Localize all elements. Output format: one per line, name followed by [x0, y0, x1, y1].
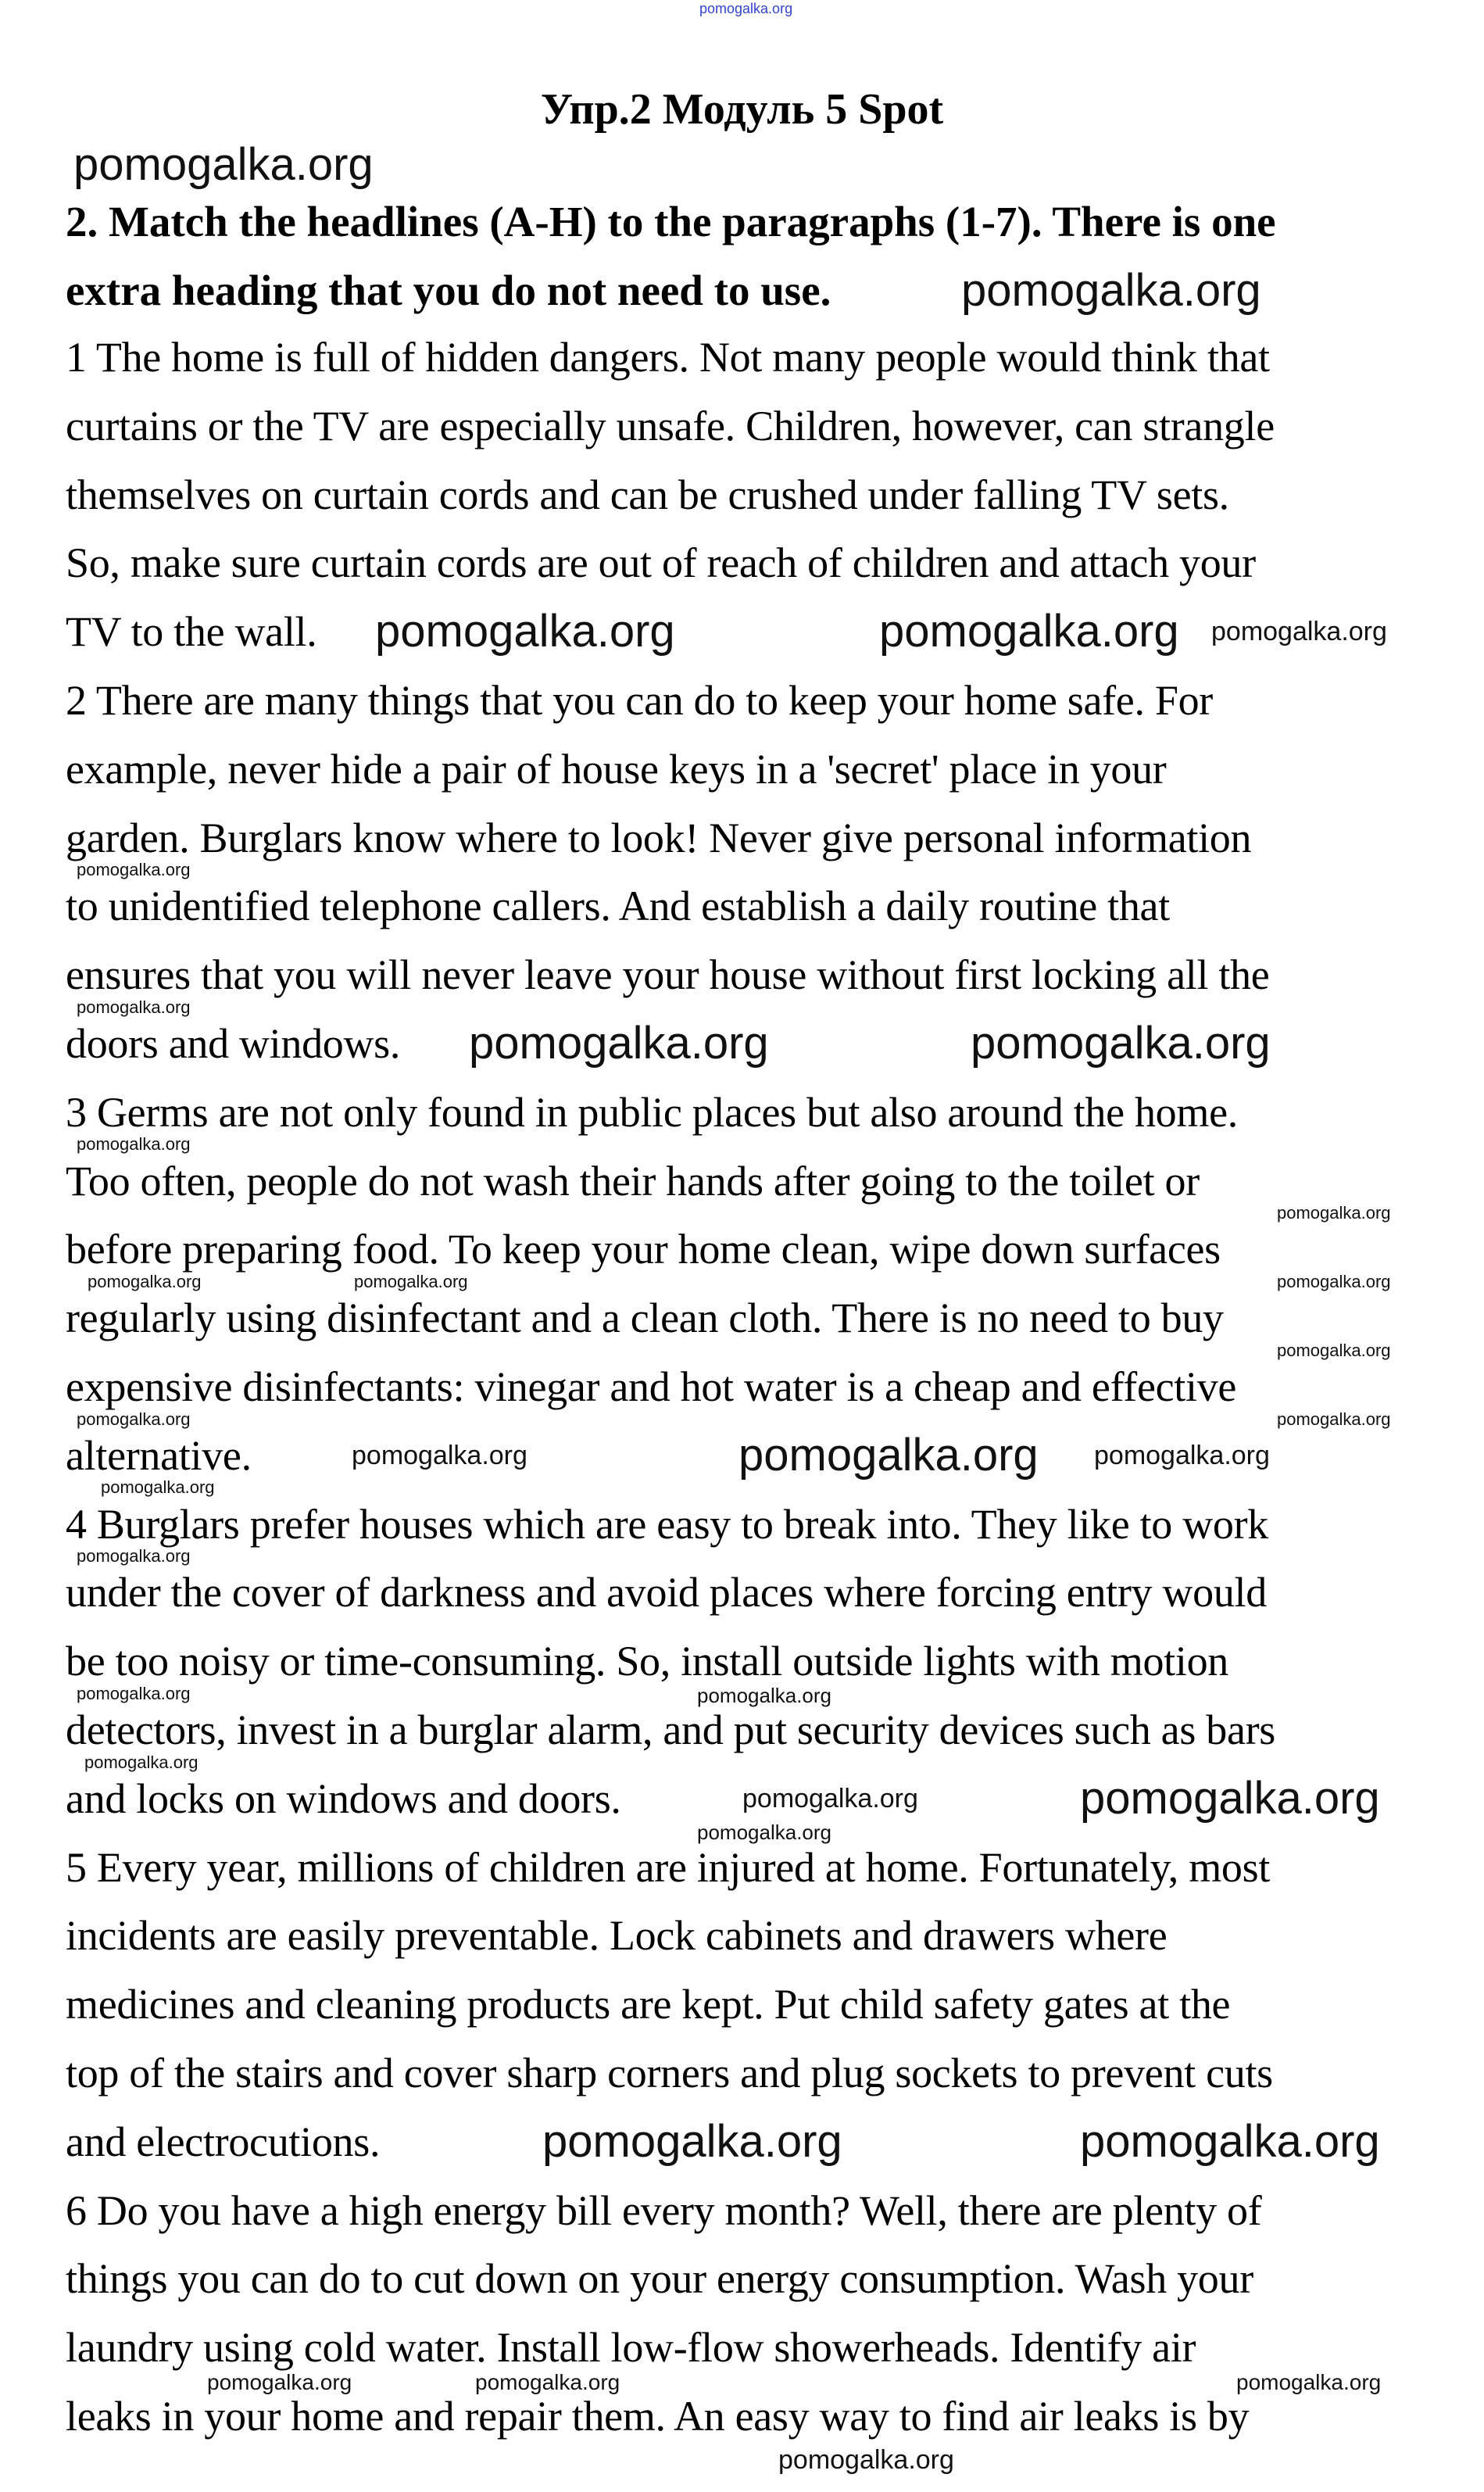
body-line: things you can do to cut down on your energy consumption. Wash your: [66, 2255, 1253, 2303]
body-line: TV to the wall.: [66, 608, 317, 656]
body-line: and locks on windows and doors.: [66, 1774, 621, 1822]
body-line: leaks in your home and repair them. An easy way to find air leaks is by: [66, 2393, 1250, 2440]
body-line: medicines and cleaning products are kept. Put child safety gates at the: [66, 1981, 1231, 2028]
watermark: pomogalka.org: [542, 2115, 842, 2167]
body-line: 3 Germs are not only found in public places but also around the home.: [66, 1088, 1238, 1136]
watermark: pomogalka.org: [879, 606, 1179, 657]
body-line: example, never hide a pair of house keys in a 'secret' place in your: [66, 745, 1167, 793]
watermark: pomogalka.org: [1080, 1772, 1380, 1824]
body-line: to unidentified telephone callers. And establish a daily routine that: [66, 883, 1170, 930]
watermark: pomogalka.org: [469, 1018, 769, 1069]
body-line: detectors, invest in a burglar alarm, and put security devices such as bars: [66, 1706, 1276, 1753]
watermark: pomogalka.org: [73, 139, 374, 190]
watermark: pomogalka.org: [742, 1783, 918, 1814]
watermark: pomogalka.org: [352, 1440, 527, 1470]
body-line: ensures that you will never leave your house without first locking all the: [66, 951, 1270, 999]
body-line: alternative.: [66, 1431, 252, 1479]
watermark: pomogalka.org: [971, 1018, 1271, 1069]
watermark: pomogalka.org: [1211, 617, 1387, 647]
instruction-line-1: 2. Match the headlines (A-H) to the paragraphs (1-7). There is one: [66, 198, 1276, 245]
watermark: pomogalka.org: [778, 2445, 954, 2475]
watermark: pomogalka.org: [1094, 1440, 1270, 1470]
watermark: pomogalka.org: [1277, 1203, 1391, 1223]
watermark: pomogalka.org: [77, 1134, 191, 1155]
body-line: 6 Do you have a high energy bill every month? Well, there are plenty of: [66, 2186, 1262, 2234]
body-line: incidents are easily preventable. Lock cabinets and drawers where: [66, 1912, 1168, 1960]
watermark: pomogalka.org: [77, 997, 191, 1017]
watermark: pomogalka.org: [375, 606, 675, 657]
watermark: pomogalka.org: [77, 1546, 191, 1566]
body-line: themselves on curtain cords and can be crushed under falling TV sets.: [66, 471, 1229, 518]
body-line: 1 The home is full of hidden dangers. Not many people would think that: [66, 334, 1270, 381]
body-line: So, make sure curtain cords are out of reach of children and attach your: [66, 539, 1256, 587]
body-line: Too often, people do not wash their hands after going to the toilet or: [66, 1157, 1200, 1205]
body-line: and electrocutions.: [66, 2118, 381, 2165]
body-line: top of the stairs and cover sharp corners and plug sockets to prevent cuts: [66, 2050, 1273, 2096]
watermark: pomogalka.org: [77, 860, 191, 880]
watermark: pomogalka.org: [101, 1477, 215, 1498]
watermark: pomogalka.org: [697, 1683, 831, 1707]
body-line: 5 Every year, millions of children are injured at home. Fortunately, most: [66, 1843, 1271, 1891]
watermark: pomogalka.org: [1277, 1340, 1391, 1360]
body-line: curtains or the TV are especially unsafe. Children, however, can strangle: [66, 402, 1275, 449]
body-line: expensive disinfectants: vinegar and hot water is a cheap and effective: [66, 1363, 1237, 1410]
watermark: pomogalka.org: [354, 1271, 468, 1291]
body-line: 4 Burglars prefer houses which are easy to break into. They like to work: [66, 1500, 1268, 1548]
body-line: 2 There are many things that you can do to keep your home safe. For: [66, 677, 1213, 724]
body-line: under the cover of darkness and avoid places where forcing entry would: [66, 1569, 1267, 1617]
page-title: Упр.2 Модуль 5 Spot: [540, 85, 944, 134]
body-line: garden. Burglars know where to look! Never give personal information: [66, 814, 1252, 861]
body-line: laundry using cold water. Install low-flow showerheads. Identify air: [66, 2324, 1196, 2372]
body-line: before preparing food. To keep your home clean, wipe down surfaces: [66, 1226, 1221, 1273]
watermark: pomogalka.org: [475, 2369, 620, 2394]
body-line: be too noisy or time-consuming. So, install outside lights with motion: [66, 1638, 1228, 1685]
watermark: pomogalka.org: [77, 1409, 191, 1429]
watermark: pomogalka.org: [88, 1271, 202, 1291]
watermark: pomogalka.org: [77, 1683, 191, 1703]
watermark-top: pomogalka.org: [699, 1, 793, 16]
watermark: pomogalka.org: [961, 265, 1261, 316]
watermark: pomogalka.org: [697, 1821, 831, 1845]
watermark: pomogalka.org: [1277, 1271, 1391, 1291]
watermark: pomogalka.org: [84, 1752, 198, 1772]
instruction-line-2: extra heading that you do not need to use.: [66, 267, 831, 314]
watermark: pomogalka.org: [207, 2369, 352, 2394]
watermark: pomogalka.org: [1080, 2115, 1380, 2167]
body-line: regularly using disinfectant and a clean cloth. There is no need to buy: [66, 1294, 1224, 1342]
watermark: pomogalka.org: [1236, 2369, 1382, 2394]
watermark: pomogalka.org: [738, 1429, 1039, 1481]
body-line: doors and windows.: [66, 1020, 401, 1067]
watermark: pomogalka.org: [1277, 1409, 1391, 1429]
